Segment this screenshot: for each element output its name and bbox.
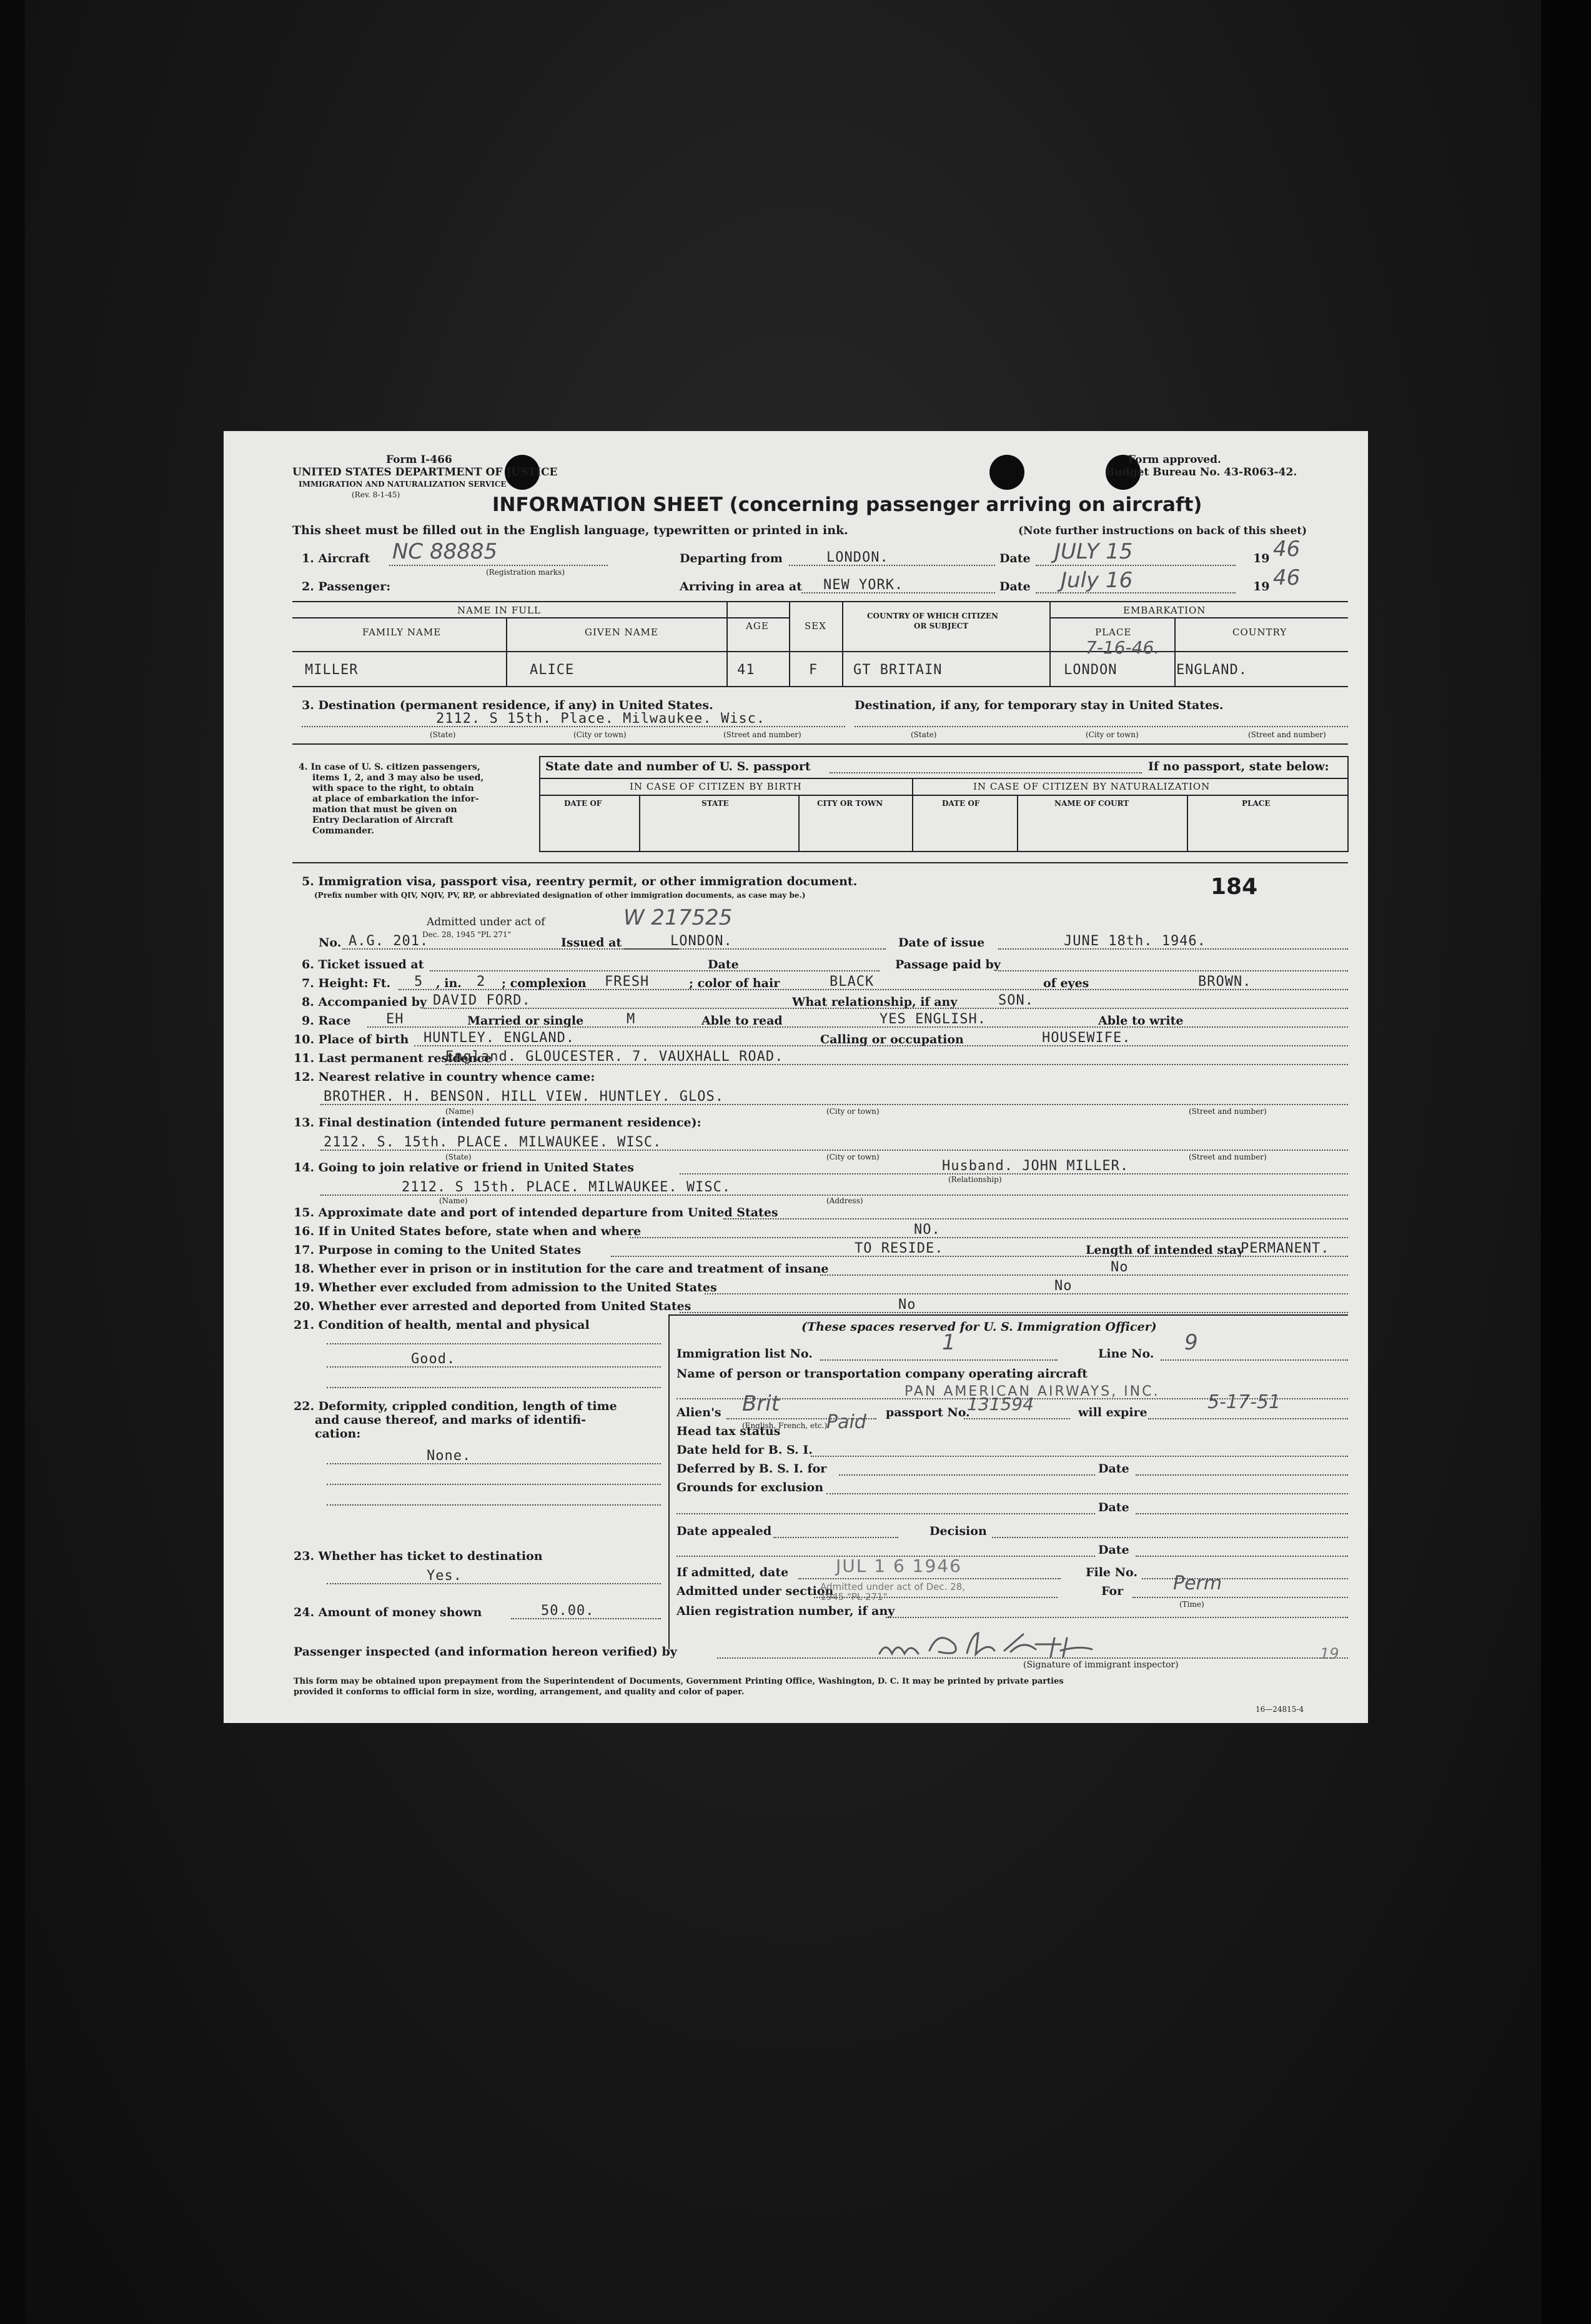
money-label: 24. Amount of money shown xyxy=(294,1606,482,1619)
relationship-value: SON. xyxy=(998,993,1034,1008)
for-label: For xyxy=(1101,1584,1124,1598)
headtax-label: Head tax status xyxy=(677,1424,781,1438)
prison-label: 18. Whether ever in prison or in institution for the care and treatment of insane xyxy=(294,1262,829,1276)
temporary-line xyxy=(855,726,1348,727)
departing-label: Departing from xyxy=(680,552,783,565)
purpose-label: 17. Purpose in coming to the United States xyxy=(294,1243,582,1257)
hair-label: ; color of hair xyxy=(689,976,780,990)
prior-visit-label: 16. If in United States before, state when and where xyxy=(294,1224,642,1238)
temporary-destination-label: Destination, if any, for temporary stay in United States. xyxy=(855,698,1224,712)
health-line xyxy=(327,1343,661,1344)
service-line: IMMIGRATION AND NATURALIZATION SERVICE xyxy=(299,480,507,489)
operator-label: Name of person or transportation company operating aircraft xyxy=(677,1367,1088,1381)
information-sheet xyxy=(224,431,1368,1723)
admitted-under-stamp: Admitted under act of xyxy=(427,916,545,928)
table-rule xyxy=(1049,617,1348,618)
line-11 xyxy=(445,1064,1348,1065)
table-divider xyxy=(789,601,790,686)
deformity-line xyxy=(327,1484,661,1485)
race-value: EH xyxy=(386,1011,404,1027)
appealed-label: Date appealed xyxy=(677,1524,772,1538)
grounds-label: Grounds for exclusion xyxy=(677,1481,824,1494)
embarkation-header: EMBARKATION xyxy=(1123,605,1206,616)
arrival-date-label: Date xyxy=(999,580,1031,593)
box-divider xyxy=(1017,795,1018,851)
form-number: Form I-466 xyxy=(386,454,452,466)
expire-label: will expire xyxy=(1078,1406,1147,1419)
box-divider xyxy=(798,795,800,851)
health-value: Good. xyxy=(411,1351,456,1367)
decision-date-label: Date xyxy=(1098,1543,1129,1557)
visa-handwritten-number: W 217525 xyxy=(623,905,733,930)
section-label: Admitted under section xyxy=(677,1584,834,1598)
eyes-value: BROWN. xyxy=(1198,974,1252,990)
visa-no-value: A.G. 201. xyxy=(349,933,429,949)
join-relative-value: Husband. JOHN MILLER. xyxy=(942,1158,1129,1174)
issued-at-value: LONDON. xyxy=(670,933,733,949)
line-12 xyxy=(320,1104,1348,1105)
stay-value: PERMANENT. xyxy=(1241,1241,1330,1256)
caption-city: (City or town) xyxy=(573,730,627,739)
section-rule xyxy=(292,862,1348,863)
admitted-label: If admitted, date xyxy=(677,1566,789,1579)
prison-value: No xyxy=(1111,1259,1129,1275)
state-header: STATE xyxy=(701,799,729,808)
passage-line xyxy=(998,970,1348,971)
visa-no-label: No. xyxy=(319,936,342,950)
married-label: Married or single xyxy=(467,1014,584,1028)
registration-line xyxy=(886,1617,1348,1618)
list-value: 1 xyxy=(942,1330,956,1355)
signature-caption: (Signature of immigrant inspector) xyxy=(1023,1660,1179,1670)
visa-sub: (Prefix number with QIV, NQIV, PV, RP, or abbreviated designation of other immigration documents, as case may be.) xyxy=(314,891,806,900)
deferred-date-line xyxy=(1136,1474,1348,1476)
money-line xyxy=(511,1618,661,1619)
issued-at-label: Issued at xyxy=(561,936,622,950)
inspected-label: Passenger inspected (and information hereon verified) by xyxy=(294,1645,677,1659)
read-label: Able to read xyxy=(701,1014,783,1028)
age-header: AGE xyxy=(746,620,769,632)
box-rule xyxy=(539,778,1347,779)
citizen-value: GT BRITAIN xyxy=(853,662,943,678)
officer-heading: (These spaces reserved for U. S. Immigration Officer) xyxy=(801,1320,1157,1334)
item4-label: 4. In case of U. S. citizen passengers, items 1, 2, and 3 may also be used, with space to the right, to obtain at place of embarkation the infor- mation that must be given on Entry Declaration of Aircraft Commander. xyxy=(299,762,484,836)
departing-line xyxy=(789,565,995,566)
health-label: 21. Condition of health, mental and physical xyxy=(294,1318,590,1332)
join-relative-label: 14. Going to join relative or friend in United States xyxy=(294,1161,635,1174)
ticket-label: 6. Ticket issued at xyxy=(302,958,424,971)
line-16 xyxy=(630,1237,1348,1238)
country-header: COUNTRY OF WHICH CITIZEN xyxy=(867,612,998,620)
aircraft-label: 1. Aircraft xyxy=(302,552,370,565)
caption-street: (Street and number) xyxy=(1248,730,1326,739)
deformity-line xyxy=(327,1463,661,1464)
held-label: Date held for B. S. I. xyxy=(677,1443,813,1457)
calling-label: Calling or occupation xyxy=(820,1033,964,1046)
caption-street: (Street and number) xyxy=(1189,1153,1267,1161)
instruction-line: This sheet must be filled out in the English language, typewritten or printed in ink. xyxy=(292,524,848,537)
line-no-label: Line No. xyxy=(1098,1347,1154,1361)
film-edge-left xyxy=(0,0,25,2324)
section-stamp: Admitted under act of Dec. 28, 1945 "PL 271" xyxy=(820,1581,966,1602)
final-destination-label: 13. Final destination (intended future permanent residence): xyxy=(294,1116,701,1130)
nearest-relative-value: BROTHER. H. BENSON. HILL VIEW. HUNTLEY. GLOS. xyxy=(324,1089,725,1105)
nearest-relative-label: 12. Nearest relative in country whence came: xyxy=(294,1070,595,1084)
date-label: Date xyxy=(999,552,1031,565)
passport-label: State date and number of U. S. passport xyxy=(545,760,811,773)
issued-line xyxy=(623,948,886,950)
grounds-line-2 xyxy=(677,1513,1095,1514)
caption-street: (Street and number) xyxy=(1189,1107,1267,1116)
height-in: 2 xyxy=(477,974,486,990)
punch-hole-icon xyxy=(989,455,1024,490)
excluded-label: 19. Whether ever excluded from admission to the United States xyxy=(294,1281,717,1294)
list-label: Immigration list No. xyxy=(677,1347,813,1361)
for-value: Perm xyxy=(1173,1572,1222,1594)
caption-state: (State) xyxy=(911,730,937,739)
aircraft-value: NC 88885 xyxy=(392,539,498,564)
admitted-date-stamp: JUL 1 6 1946 xyxy=(836,1556,962,1576)
box-rule xyxy=(539,795,1347,796)
table-rule xyxy=(292,617,789,618)
place-header: PLACE xyxy=(1095,627,1132,638)
table-divider xyxy=(1049,601,1051,686)
caption-name: (Name) xyxy=(445,1107,474,1116)
date-of-header: DATE OF xyxy=(564,799,602,808)
embarkation-date: 7-16-46. xyxy=(1086,637,1160,658)
line-9 xyxy=(367,1026,1348,1028)
act-date-stamp: Dec. 28, 1945 "PL 271" xyxy=(422,930,512,939)
by-birth-header: IN CASE OF CITIZEN BY BIRTH xyxy=(630,781,802,792)
revision-date: (Rev. 8-1-45) xyxy=(352,490,400,499)
stay-label: Length of intended stay xyxy=(1086,1243,1244,1257)
arrival-year: 46 xyxy=(1273,565,1301,590)
calling-value: HOUSEWIFE. xyxy=(1042,1030,1131,1046)
no-passport-label: If no passport, state below: xyxy=(1148,760,1329,773)
date-line xyxy=(1036,565,1236,566)
accompanied-value: DAVID FORD. xyxy=(433,993,531,1008)
city-header: CITY OR TOWN xyxy=(817,799,883,808)
box-divider xyxy=(1187,795,1188,851)
caption-city: (City or town) xyxy=(1086,730,1139,739)
money-value: 50.00. xyxy=(541,1603,595,1619)
height-label: 7. Height: Ft. xyxy=(302,976,391,990)
alien-label: Alien's xyxy=(677,1406,721,1419)
deported-value: No xyxy=(898,1297,916,1313)
for-line xyxy=(1133,1597,1348,1598)
deformity-label: 22. Deformity, crippled condition, length of time and cause thereof, and marks of identifi- cation: xyxy=(294,1399,617,1441)
ticket-dest-value: Yes. xyxy=(427,1568,462,1584)
health-line xyxy=(327,1387,661,1388)
decision-label: Decision xyxy=(929,1524,987,1538)
list-line xyxy=(820,1359,1058,1361)
film-edge-right xyxy=(1541,0,1591,2324)
note-line: (Note further instructions on back of this sheet) xyxy=(1018,525,1307,537)
last-residence-label: 11. Last permanent residence xyxy=(294,1051,492,1065)
form-approved: Form approved. xyxy=(1128,454,1221,466)
arriving-label: Arriving in area at xyxy=(680,580,803,593)
grounds-line xyxy=(826,1493,1348,1494)
line-18 xyxy=(820,1274,1348,1276)
destination-label: 3. Destination (permanent residence, if any) in United States. xyxy=(302,698,713,712)
caption-name: (Name) xyxy=(439,1196,468,1205)
country-col-header: COUNTRY xyxy=(1232,627,1287,638)
family-name-header: FAMILY NAME xyxy=(362,627,442,638)
ticket-dest-label: 23. Whether has ticket to destination xyxy=(294,1549,543,1563)
final-destination-value: 2112. S. 15th. PLACE. MILWAUKEE. WISC. xyxy=(324,1135,662,1150)
relationship-label: What relationship, if any xyxy=(792,995,958,1009)
line-no-line xyxy=(1161,1359,1348,1361)
box-divider xyxy=(912,778,913,851)
section-line xyxy=(814,1597,1058,1598)
name-in-full-header: NAME IN FULL xyxy=(457,605,541,616)
fine-print: This form may be obtained upon prepayment from the Superintendent of Documents, Government Printing Office, Washington, D. C. It may be printed by private parties xyxy=(294,1677,1064,1686)
caption-city: (City or town) xyxy=(826,1107,880,1116)
box-divider xyxy=(639,795,640,851)
caption-street: (Street and number) xyxy=(723,730,801,739)
grounds-date-label: Date xyxy=(1098,1501,1129,1514)
expire-value: 5-17-51 xyxy=(1207,1391,1281,1413)
stamp-number: 184 xyxy=(1211,874,1258,900)
write-label: Able to write xyxy=(1098,1014,1184,1028)
operator-stamp: PAN AMERICAN AIRWAYS, INC. xyxy=(905,1384,1160,1399)
line-13 xyxy=(320,1150,1348,1151)
race-label: 9. Race xyxy=(302,1014,351,1028)
sex-header: SEX xyxy=(805,620,826,632)
passport-line xyxy=(830,772,1142,773)
visa-label: 5. Immigration visa, passport visa, reentry permit, or other immigration document. xyxy=(302,875,858,888)
admitted-line xyxy=(798,1578,1061,1579)
year-prefix: 19 xyxy=(1253,580,1270,593)
hair-value: BLACK xyxy=(830,974,875,990)
nat-date-header: DATE OF xyxy=(942,799,980,808)
alien-caption: (English, French, etc.) xyxy=(742,1421,828,1430)
arrival-date: July 16 xyxy=(1061,568,1133,593)
line-17 xyxy=(611,1256,1348,1257)
table-divider xyxy=(726,601,728,686)
registration-caption: (Registration marks) xyxy=(486,568,565,577)
line-7 xyxy=(399,989,1348,990)
passport-no-line xyxy=(964,1418,1070,1419)
line-19 xyxy=(705,1293,1348,1294)
line-8 xyxy=(424,1008,1348,1009)
prior-visit-value: NO. xyxy=(914,1222,941,1238)
caption-state: (State) xyxy=(445,1153,472,1161)
table-rule xyxy=(292,686,1348,687)
departing-value: LONDON. xyxy=(826,550,889,565)
decision-line xyxy=(992,1537,1348,1538)
department-line: UNITED STATES DEPARTMENT OF JUSTICE xyxy=(292,466,558,479)
grounds-date-line xyxy=(1136,1513,1348,1514)
gpo-number: 16—24815-4 xyxy=(1256,1705,1304,1714)
held-line xyxy=(811,1456,1348,1457)
read-value: YES ENGLISH. xyxy=(880,1011,986,1027)
by-naturalization-header: IN CASE OF CITIZEN BY NATURALIZATION xyxy=(973,781,1211,792)
given-name-value: ALICE xyxy=(530,662,575,678)
margin-note: 19 xyxy=(1320,1645,1339,1662)
inspector-signature-icon xyxy=(873,1626,1098,1663)
deferred-label: Deferred by B. S. I. for xyxy=(677,1462,827,1476)
line-no-value: 9 xyxy=(1184,1330,1198,1355)
decision-date-line xyxy=(1136,1556,1348,1557)
budget-bureau-no: Budget Bureau No. 43-R063-42. xyxy=(1106,466,1297,479)
caption-address: (Address) xyxy=(826,1196,863,1205)
alien-value: Brit xyxy=(742,1391,780,1416)
departure-intent-label: 15. Approximate date and port of intended departure from United States xyxy=(294,1206,778,1219)
section-rule xyxy=(292,743,1348,745)
line-20 xyxy=(680,1312,1348,1313)
passport-no-value: 131594 xyxy=(967,1394,1034,1414)
appealed-line xyxy=(773,1537,898,1538)
caption-relationship: (Relationship) xyxy=(948,1175,1002,1184)
deferred-line xyxy=(839,1474,1095,1476)
expire-line xyxy=(1148,1418,1348,1419)
line-10 xyxy=(414,1045,1348,1046)
court-header: NAME OF COURT xyxy=(1054,799,1129,808)
line-14 xyxy=(680,1173,1348,1174)
date-issue-label: Date of issue xyxy=(898,936,985,950)
passenger-label: 2. Passenger: xyxy=(302,580,391,593)
excluded-value: No xyxy=(1054,1278,1073,1294)
height-in-label: , in. xyxy=(436,976,462,990)
table-rule xyxy=(292,651,1348,652)
age-value: 41 xyxy=(737,662,755,678)
health-line xyxy=(327,1366,661,1368)
line-14b xyxy=(320,1194,1348,1196)
join-relative-address: 2112. S 15th. PLACE. MILWAUKEE. WISC. xyxy=(402,1179,731,1195)
headtax-value: Paid xyxy=(826,1411,866,1433)
complexion-value: FRESH xyxy=(605,974,650,990)
given-name-header: GIVEN NAME xyxy=(585,627,658,638)
family-name-value: MILLER xyxy=(305,662,359,678)
deported-label: 20. Whether ever arrested and deported from United States xyxy=(294,1299,691,1313)
married-value: M xyxy=(627,1011,636,1027)
table-divider xyxy=(842,601,843,686)
eyes-label: of eyes xyxy=(1043,976,1089,990)
form-title: INFORMATION SHEET (concerning passenger arriving on aircraft) xyxy=(492,494,1202,516)
registration-label: Alien registration number, if any xyxy=(677,1604,895,1618)
purpose-value: TO RESIDE. xyxy=(855,1241,944,1256)
passage-paid-label: Passage paid by xyxy=(895,958,1001,971)
country-header-2: OR SUBJECT xyxy=(914,622,969,630)
departure-date: JULY 15 xyxy=(1054,539,1133,564)
accompanied-label: 8. Accompanied by xyxy=(302,995,427,1009)
height-ft: 5 xyxy=(414,974,424,990)
deformity-value: None. xyxy=(427,1448,472,1464)
date-issue-value: JUNE 18th. 1946. xyxy=(1064,933,1206,949)
caption-city: (City or town) xyxy=(826,1153,880,1161)
embarkation-place: LONDON xyxy=(1064,662,1118,678)
last-residence-value: England. GLOUCESTER. 7. VAUXHALL ROAD. xyxy=(445,1049,784,1065)
ticket-date-label: Date xyxy=(708,958,739,971)
caption-state: (State) xyxy=(430,730,456,739)
birthplace-value: HUNTLEY. ENGLAND. xyxy=(424,1030,575,1046)
line-15 xyxy=(723,1218,1348,1219)
embarkation-country: ENGLAND. xyxy=(1176,662,1247,678)
fine-print-2: provided it conforms to official form in size, wording, arrangement, and quality and color of paper. xyxy=(294,1687,745,1697)
for-caption: (Time) xyxy=(1179,1600,1204,1609)
table-divider xyxy=(1174,617,1176,686)
table-divider xyxy=(506,617,507,686)
deformity-line xyxy=(327,1504,661,1506)
sex-value: F xyxy=(809,662,818,678)
file-no-label: File No. xyxy=(1086,1566,1137,1579)
aircraft-line xyxy=(389,565,608,566)
passport-no-label: passport No. xyxy=(886,1406,970,1419)
table-rule xyxy=(292,601,1348,602)
nat-place-header: PLACE xyxy=(1242,799,1271,808)
arriving-value: NEW YORK. xyxy=(823,577,904,593)
ticket-line xyxy=(430,970,880,971)
deferred-date-label: Date xyxy=(1098,1462,1129,1476)
complexion-label: ; complexion xyxy=(502,976,587,990)
departure-year: 46 xyxy=(1273,537,1301,562)
destination-value: 2112. S 15th. Place. Milwaukee. Wisc. xyxy=(436,711,766,727)
ticket-dest-line xyxy=(327,1583,661,1584)
year-prefix: 19 xyxy=(1253,552,1270,565)
birthplace-label: 10. Place of birth xyxy=(294,1033,409,1046)
